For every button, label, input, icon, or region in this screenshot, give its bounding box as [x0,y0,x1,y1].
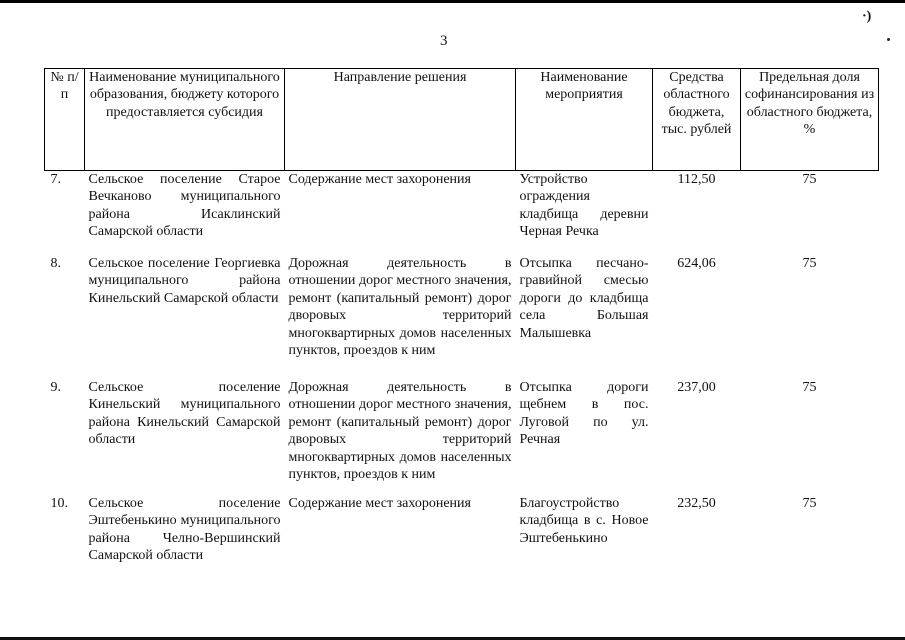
row-num: 10. [50,496,68,511]
table-row [45,379,879,495]
header-num: № п/п [45,69,85,171]
subsidy-table [44,68,879,575]
row-share: 75 [802,172,817,187]
row-direction: Дорожная деятельность в отношении дорог местного значения, ремонт (капитальный ремонт) дорог дворовых территорий многоквартирных домов населенных пунктов, проездов к ним [288,256,512,359]
scan-dot [887,38,890,41]
table-row [45,495,879,575]
row-direction: Дорожная деятельность в отношении дорог местного значения, ремонт (капитальный ремонт) дорог дворовых территорий многоквартирных домов населенных пунктов, проездов к ним [288,380,512,483]
row-share: 75 [802,380,817,395]
table-row [45,255,879,379]
row-funds: 237,00 [677,380,716,395]
scan-top-border [0,0,905,3]
row-municipality: Сельское поселение Старое Вечканово муниципального района Исаклинский Самарской области [88,172,281,240]
row-share: 75 [802,496,817,511]
row-funds: 232,50 [677,496,716,511]
row-share: 75 [802,256,817,271]
row-num: 9. [50,380,61,395]
table-header-row [45,69,879,171]
row-event: Отсыпка дороги щебнем в пос. Луговой по ул. Речная [519,380,649,448]
row-municipality: Сельское поселение Кинельский муниципального района Кинельский Самарской области [88,380,281,448]
row-municipality: Сельское поселение Георгиевка муниципального района Кинельский Самарской области [88,256,281,306]
row-funds: 112,50 [677,172,716,187]
scan-corner-mark: ·) [862,9,872,24]
header-funds: Средства областного бюджета, тыс. рублей [653,69,741,171]
header-municipality: Наименование муниципального образования, бюджету которого предоставляется субсидия [85,69,285,171]
row-event: Отсыпка песчано-гравийной смесью дороги до кладбища села Большая Малышевка [519,256,649,341]
row-event: Устройство ограждения кладбища деревни Черная Речка [519,172,649,240]
page-number: 3 [440,33,448,49]
row-funds: 624,06 [677,256,716,271]
row-num: 8. [50,256,61,271]
row-direction: Содержание мест захоронения [288,496,471,511]
row-num: 7. [50,172,61,187]
row-municipality: Сельское поселение Эштебенькино муниципального района Челно-Вершинский Самарской области [88,496,281,564]
header-event: Наименование мероприятия [516,69,653,171]
header-direction: Направление решения [285,69,516,171]
row-event: Благоустройство кладбища в с. Новое Эштебенькино [519,496,649,546]
header-share: Предельная доля софинансирования из областного бюджета, % [741,69,879,171]
table-row [45,171,879,256]
row-direction: Содержание мест захоронения [288,172,471,187]
